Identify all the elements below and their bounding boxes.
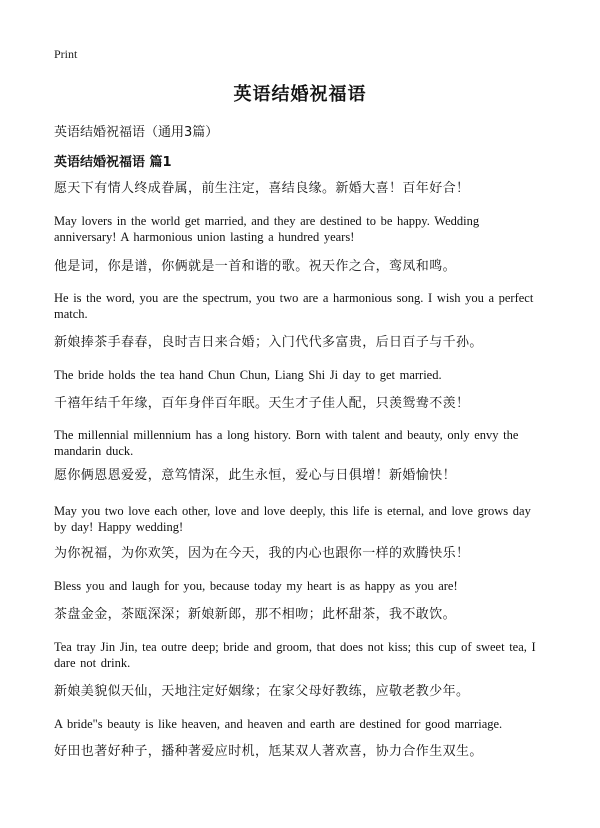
section-heading: 英语结婚祝福语 篇1	[54, 155, 172, 170]
english-paragraph: The bride holds the tea hand Chun Chun, Liang Shi Ji day to get married.	[54, 368, 442, 382]
chinese-paragraph: 茶盘金金，茶瓯深深；新娘新郎，那不相吻；此杯甜茶，我不敢饮。	[54, 607, 457, 622]
chinese-paragraph: 愿天下有情人终成眷属，前生注定，喜结良缘。新婚大喜！百年好合！	[54, 181, 470, 196]
chinese-paragraph: 好田也著好种子，播种著爱应时机，尪某双人著欢喜，协力合作生双生。	[54, 744, 483, 759]
chinese-paragraph: 千禧年结千年缘，百年身伴百年眠。天生才子佳人配，只羡鸳鸯不羡！	[54, 396, 470, 411]
english-paragraph: The millennial millennium has a long history. Born with talent and beauty, only envy the mandarin duck.	[54, 428, 519, 458]
english-paragraph: He is the word, you are the spectrum, you two are a harmonious song. I wish you a perfect match.	[54, 291, 534, 321]
page-title: 英语结婚祝福语	[233, 84, 367, 105]
chinese-paragraph: 他是词，你是谱，你俩就是一首和谐的歌。祝天作之合，鸾凤和鸣。	[54, 259, 457, 274]
english-paragraph: Bless you and laugh for you, because today my heart is as happy as you are!	[54, 579, 458, 593]
chinese-paragraph: 为你祝福，为你欢笑，因为在今天，我的内心也跟你一样的欢腾快乐！	[54, 546, 470, 561]
chinese-paragraph: 新娘捧茶手春春，良时吉日来合婚；入门代代多富贵，后日百子与千孙。	[54, 335, 483, 350]
print-link[interactable]: Print	[54, 47, 78, 61]
chinese-paragraph: 新娘美貌似天仙，天地注定好姻缘；在家父母好教练，应敬老教少年。	[54, 684, 470, 699]
english-paragraph: May you two love each other, love and love deeply, this life is eternal, and love grows day by day! Happy wedding!	[54, 504, 531, 534]
english-paragraph: A bride"s beauty is like heaven, and heaven and earth are destined for good marriage.	[54, 717, 503, 731]
chinese-paragraph: 愿你俩恩恩爱爱，意笃情深，此生永恒，爱心与日俱增！新婚愉快！	[54, 468, 457, 483]
english-paragraph: Tea tray Jin Jin, tea outre deep; bride and groom, that does not kiss; this cup of sweet tea, I dare not drink.	[54, 640, 536, 670]
document-subtitle: 英语结婚祝福语（通用3篇）	[54, 125, 219, 140]
english-paragraph: May lovers in the world get married, and they are destined to be happy. Wedding anniversary! A harmonious union lasting a hundred years!	[54, 214, 480, 244]
